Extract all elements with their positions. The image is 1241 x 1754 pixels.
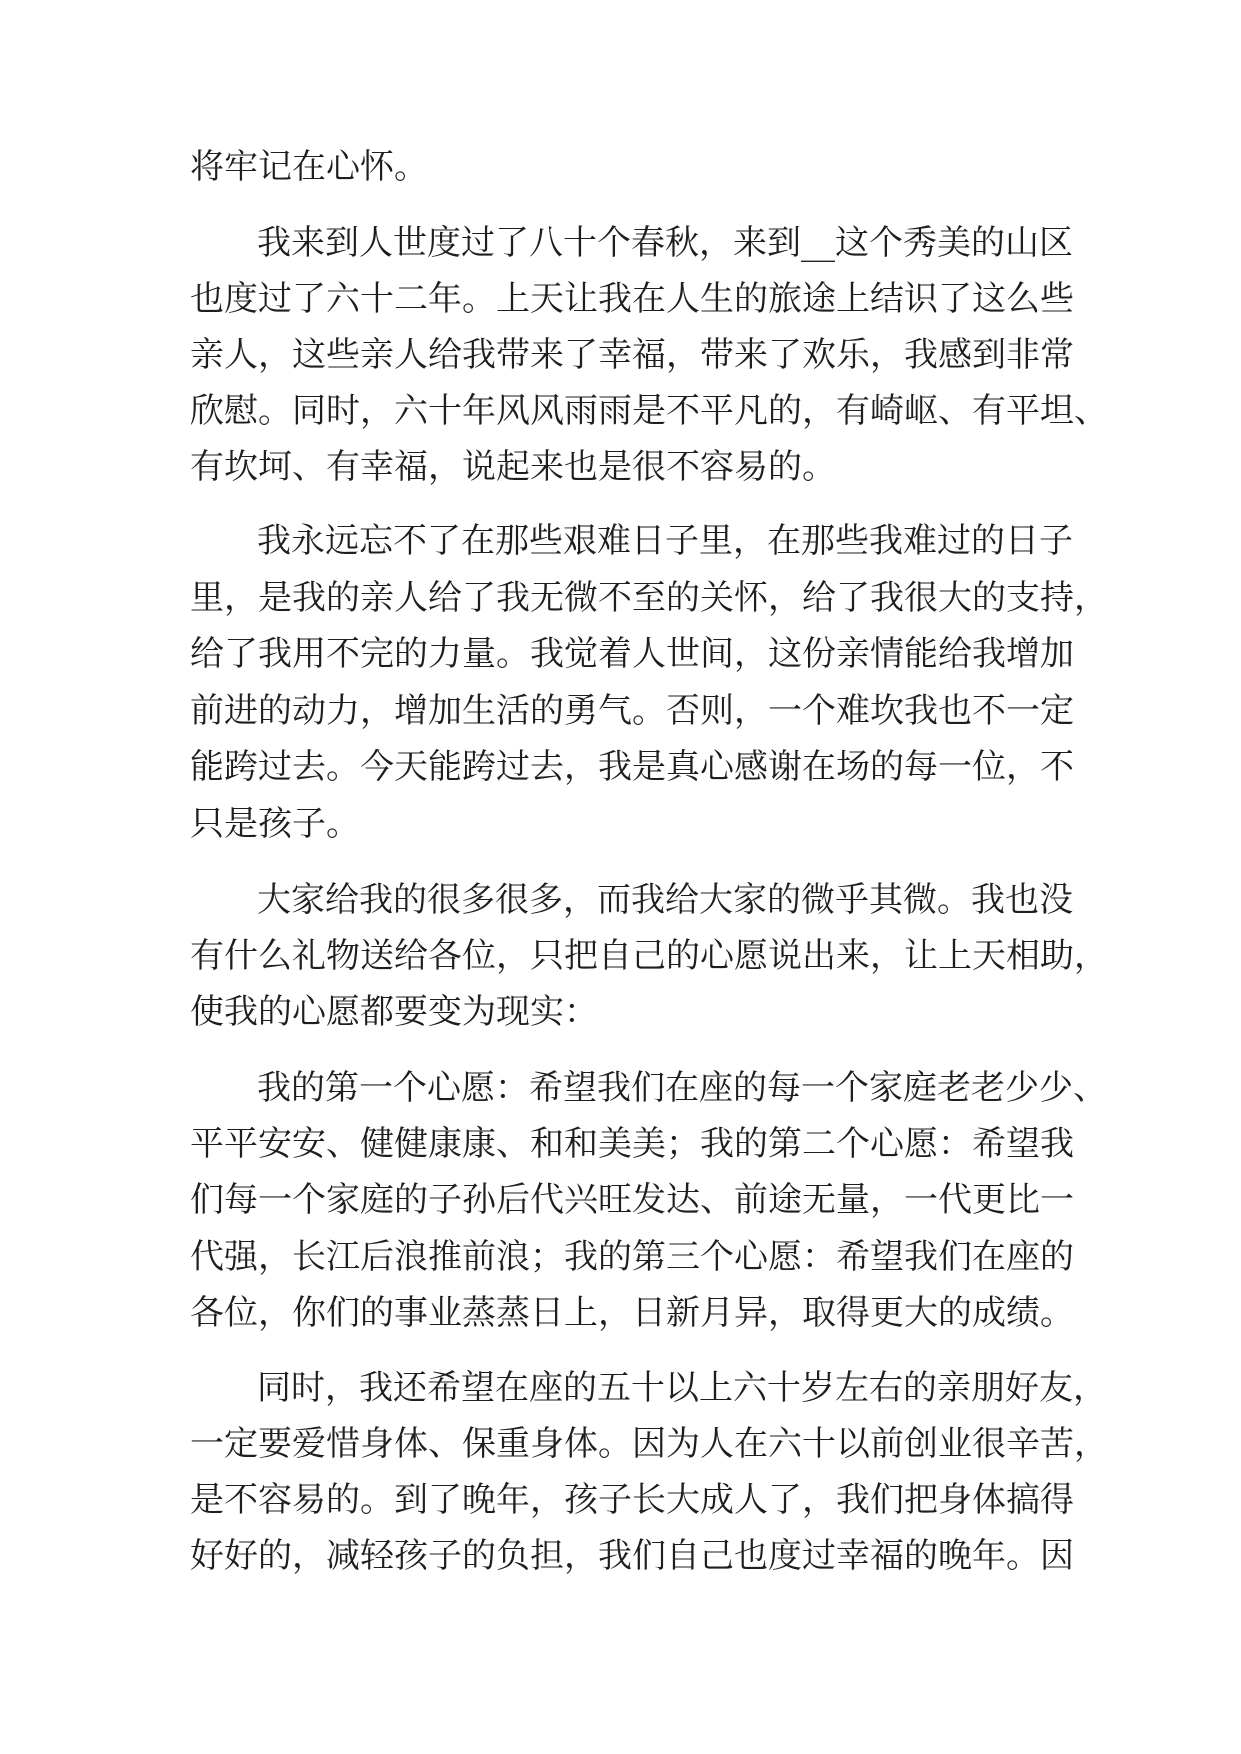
- text-line: 我永远忘不了在那些艰难日子里，在那些我难过的日子: [257, 521, 1073, 561]
- text-line: 给了我用不完的力量。我觉着人世间，这份亲情能给我增加: [190, 634, 1074, 674]
- text-line: 将牢记在心怀。: [190, 147, 428, 187]
- text-line: 我来到人世度过了八十个春秋，来到__这个秀美的山区: [257, 223, 1073, 263]
- text-line: 只是孩子。: [190, 804, 360, 844]
- text-line: 里，是我的亲人给了我无微不至的关怀，给了我很大的支持，: [190, 578, 1108, 618]
- text-line: 能跨过去。今天能跨过去，我是真心感谢在场的每一位，不: [190, 747, 1074, 787]
- text-line: 亲人，这些亲人给我带来了幸福，带来了欢乐，我感到非常: [190, 335, 1074, 375]
- text-line: 大家给我的很多很多，而我给大家的微乎其微。我也没: [257, 880, 1073, 920]
- text-line: 代强，长江后浪推前浪；我的第三个心愿：希望我们在座的: [190, 1237, 1074, 1277]
- text-line: 同时，我还希望在座的五十以上六十岁左右的亲朋好友，: [257, 1368, 1107, 1408]
- text-line: 有坎坷、有幸福，说起来也是很不容易的。: [190, 447, 836, 487]
- text-line: 使我的心愿都要变为现实：: [190, 992, 598, 1032]
- text-line: 有什么礼物送给各位，只把自己的心愿说出来，让上天相助，: [190, 936, 1108, 976]
- text-line: 欣慰。同时，六十年风风雨雨是不平凡的，有崎岖、有平坦、: [190, 391, 1108, 431]
- text-line: 各位，你们的事业蒸蒸日上，日新月异，取得更大的成绩。: [190, 1293, 1074, 1333]
- text-line: 是不容易的。到了晚年，孩子长大成人了，我们把身体搞得: [190, 1480, 1074, 1520]
- text-line: 也度过了六十二年。上天让我在人生的旅途上结识了这么些: [190, 279, 1074, 319]
- text-line: 前进的动力，增加生活的勇气。否则，一个难坎我也不一定: [190, 691, 1074, 731]
- text-line: 我的第一个心愿：希望我们在座的每一个家庭老老少少、: [257, 1068, 1107, 1108]
- text-line: 平平安安、健健康康、和和美美；我的第二个心愿：希望我: [190, 1124, 1074, 1164]
- text-line: 一定要爱惜身体、保重身体。因为人在六十以前创业很辛苦，: [190, 1424, 1108, 1464]
- text-line: 好好的，减轻孩子的负担，我们自己也度过幸福的晚年。因: [190, 1536, 1074, 1576]
- text-line: 们每一个家庭的子孙后代兴旺发达、前途无量，一代更比一: [190, 1180, 1074, 1220]
